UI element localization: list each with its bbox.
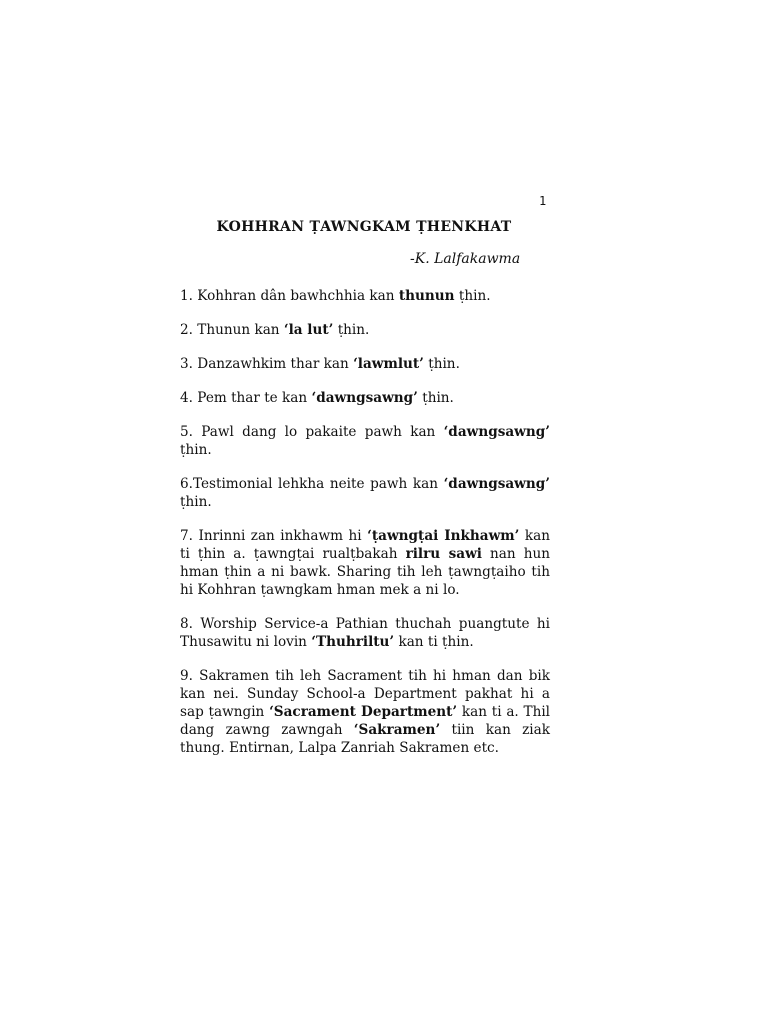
item-list xyxy=(180,287,550,773)
item-bold-term: ‘Thuhriltu’ xyxy=(311,634,395,650)
page-title: KOHHRAN ṬAWNGKAM ṬHENKHAT xyxy=(216,219,512,235)
item-bold-term: ‘la lut’ xyxy=(283,322,334,338)
item-bold-term: ‘Sakramen’ xyxy=(353,722,441,738)
item-text: ṭhin. xyxy=(180,442,212,458)
item-bold-term: ‘Sacrament Department’ xyxy=(269,704,458,720)
item-bold-term: ‘dawngsawng’ xyxy=(311,390,418,406)
item-text: 6.Testimonial lehkha neite pawh kan xyxy=(180,476,444,492)
list-item-5 xyxy=(180,423,550,459)
item-bold-term: rilru sawi xyxy=(405,546,482,562)
item-text: kan ti ṭhin a. ṭawngṭai rualṭbakah xyxy=(180,528,550,562)
item-bold-term: ‘dawngsawng’ xyxy=(443,476,550,492)
list-item-4 xyxy=(180,389,550,407)
item-bold-term: ‘dawngsawng’ xyxy=(443,424,550,440)
list-item-2 xyxy=(180,321,550,339)
item-text: ṭhin. xyxy=(333,322,370,338)
item-bold-term: ‘ṭawngṭai Inkhawm’ xyxy=(367,528,520,544)
item-text: ṭhin. xyxy=(423,356,460,372)
page-number: 1 xyxy=(539,194,547,208)
item-text: 9. Sakramen tih leh Sacrament tih hi hman dan bik kan nei. Sunday School-a Department pakhat hi a sap ṭawngin xyxy=(180,668,550,720)
list-item-3 xyxy=(180,355,550,373)
author-line: -K. Lalfakawma xyxy=(410,251,521,267)
item-text: 4. Pem thar te kan xyxy=(180,390,312,406)
item-bold-term: ‘lawmlut’ xyxy=(353,356,424,372)
item-text: ṭhin. xyxy=(180,494,212,510)
item-bold-term: thunun xyxy=(398,288,455,304)
item-text: 5. Pawl dang lo pakaite pawh kan xyxy=(180,424,444,440)
list-item-6 xyxy=(180,475,550,511)
list-item-7 xyxy=(180,527,550,599)
item-text: tiin kan ziak thung. Entirnan, Lalpa Zanriah Sakramen etc. xyxy=(180,722,550,756)
item-text: ṭhin. xyxy=(454,288,491,304)
item-text: 8. Worship Service-a Pathian thuchah puangtute hi Thusawitu ni lovin xyxy=(180,616,550,650)
item-text: 2. Thunun kan xyxy=(180,322,284,338)
list-item-9 xyxy=(180,667,550,757)
item-text: 7. Inrinni zan inkhawm hi xyxy=(180,528,368,544)
list-item-1 xyxy=(180,287,550,305)
item-text: kan ti a. Thil dang zawng zawngah xyxy=(180,704,551,738)
item-text: ṭhin. xyxy=(417,390,454,406)
item-text: 1. Kohhran dân bawhchhia kan xyxy=(180,288,399,304)
list-item-8 xyxy=(180,615,550,651)
item-text: nan hun hman ṭhin a ni bawk. Sharing tih leh ṭawngṭaiho tih hi Kohhran ṭawngkam hman mek a ni lo. xyxy=(180,546,550,598)
item-text: 3. Danzawhkim thar kan xyxy=(180,356,354,372)
item-text: kan ti ṭhin. xyxy=(394,634,474,650)
